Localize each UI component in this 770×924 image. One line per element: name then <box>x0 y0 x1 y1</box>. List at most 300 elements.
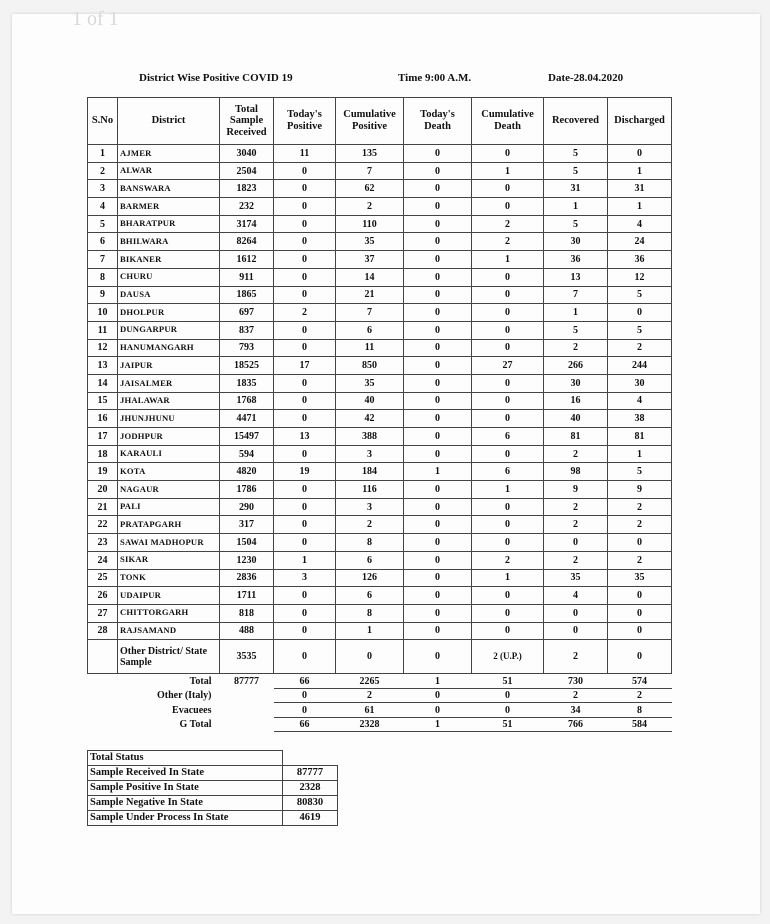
table-cell: 24 <box>608 233 672 251</box>
table-cell: 98 <box>544 463 608 481</box>
table-cell: 0 <box>472 180 544 198</box>
table-cell: 0 <box>274 321 336 339</box>
table-cell: 1 <box>472 251 544 269</box>
table-cell: 40 <box>336 392 404 410</box>
table-cell: 13 <box>544 268 608 286</box>
report-date: Date-28.04.2020 <box>548 72 624 84</box>
table-cell: 0 <box>404 498 472 516</box>
table-cell: 0 <box>404 587 472 605</box>
district-name: DUNGARPUR <box>118 321 220 339</box>
other-discharged: 0 <box>608 640 672 674</box>
other-cumulative-death: 2 (U.P.) <box>472 640 544 674</box>
table-cell: 0 <box>472 604 544 622</box>
table-cell: 1 <box>544 198 608 216</box>
table-cell: 2 <box>608 551 672 569</box>
status-value: 87777 <box>283 766 338 781</box>
table-header-row <box>88 98 672 145</box>
table-cell: 0 <box>544 604 608 622</box>
table-cell: 1 <box>274 551 336 569</box>
table-cell: 31 <box>544 180 608 198</box>
district-name: PRATAPGARH <box>118 516 220 534</box>
other-todays-death: 0 <box>404 640 472 674</box>
table-row <box>88 445 672 463</box>
table-row <box>88 392 672 410</box>
summary-cell: 574 <box>608 674 672 689</box>
summary-cell: 584 <box>608 717 672 732</box>
table-cell: 13 <box>88 357 118 375</box>
table-cell: 25 <box>88 569 118 587</box>
summary-cell: 0 <box>472 688 544 703</box>
district-name: BIKANER <box>118 251 220 269</box>
table-cell: 3 <box>336 445 404 463</box>
table-cell: 0 <box>404 392 472 410</box>
table-cell: 1 <box>472 569 544 587</box>
table-row <box>88 481 672 499</box>
table-cell: 110 <box>336 215 404 233</box>
table-cell: 2 <box>544 339 608 357</box>
summary-cell: 2328 <box>336 717 404 732</box>
table-cell: 31 <box>608 180 672 198</box>
table-cell: 6 <box>336 321 404 339</box>
table-cell: 3040 <box>220 145 274 163</box>
table-cell: 0 <box>472 339 544 357</box>
table-cell: 2 <box>88 162 118 180</box>
summary-cell: 0 <box>274 703 336 718</box>
table-cell: 2 <box>608 516 672 534</box>
table-cell: 35 <box>336 374 404 392</box>
table-cell: 5 <box>544 321 608 339</box>
table-cell: 40 <box>544 410 608 428</box>
summary-cell: 2 <box>608 688 672 703</box>
other-cumulative-positive: 0 <box>336 640 404 674</box>
table-cell: 3 <box>274 569 336 587</box>
table-cell: 0 <box>274 481 336 499</box>
summary-cell: 34 <box>544 703 608 718</box>
table-cell: 12 <box>88 339 118 357</box>
table-cell: 0 <box>404 410 472 428</box>
summary-cell: 66 <box>274 674 336 689</box>
table-cell: 1230 <box>220 551 274 569</box>
table-cell: 2 <box>544 516 608 534</box>
table-cell: 0 <box>472 374 544 392</box>
summary-cell: 87777 <box>234 675 259 687</box>
table-cell: 5 <box>608 286 672 304</box>
summary-cell: 61 <box>336 703 404 718</box>
table-cell: 0 <box>274 534 336 552</box>
summary-cell: 8 <box>608 703 672 718</box>
table-cell: 0 <box>274 392 336 410</box>
table-cell: 594 <box>220 445 274 463</box>
table-cell: 8 <box>336 604 404 622</box>
table-row <box>88 622 672 640</box>
table-row <box>88 587 672 605</box>
table-cell: 62 <box>336 180 404 198</box>
table-cell: 0 <box>274 215 336 233</box>
table-row <box>88 604 672 622</box>
table-cell: 35 <box>608 569 672 587</box>
table-cell: 0 <box>472 145 544 163</box>
table-cell: 7 <box>544 286 608 304</box>
table-cell: 27 <box>88 604 118 622</box>
table-cell: 11 <box>336 339 404 357</box>
table-cell: 0 <box>404 180 472 198</box>
other-total-sample: 3535 <box>220 640 274 674</box>
table-cell: 0 <box>404 145 472 163</box>
table-cell: 0 <box>404 233 472 251</box>
table-cell: 911 <box>220 268 274 286</box>
table-cell: 1786 <box>220 481 274 499</box>
district-name: TONK <box>118 569 220 587</box>
table-row <box>88 410 672 428</box>
district-name: CHITTORGARH <box>118 604 220 622</box>
table-row <box>88 215 672 233</box>
table-row <box>88 357 672 375</box>
table-cell: 22 <box>88 516 118 534</box>
summary-cell: 730 <box>544 674 608 689</box>
col-header-sno: S.No <box>88 98 118 145</box>
table-cell: 2 <box>274 304 336 322</box>
status-value: 4619 <box>283 811 338 826</box>
table-cell: 1 <box>472 162 544 180</box>
summary-row <box>88 717 672 732</box>
table-cell: 266 <box>544 357 608 375</box>
table-cell: 9 <box>544 481 608 499</box>
table-cell: 818 <box>220 604 274 622</box>
status-title-row <box>88 751 338 766</box>
table-cell: 4471 <box>220 410 274 428</box>
status-row <box>88 796 338 811</box>
col-header-todays-positive: Today's Positive <box>274 98 336 145</box>
table-cell: 0 <box>404 321 472 339</box>
table-cell: 0 <box>608 587 672 605</box>
table-row <box>88 162 672 180</box>
table-cell: 0 <box>472 516 544 534</box>
table-cell: 1 <box>608 162 672 180</box>
status-label: Sample Positive In State <box>88 781 283 796</box>
table-cell: 19 <box>88 463 118 481</box>
table-cell: 0 <box>608 145 672 163</box>
table-cell: 0 <box>404 569 472 587</box>
table-cell: 0 <box>274 516 336 534</box>
table-cell: 17 <box>274 357 336 375</box>
table-cell: 0 <box>404 534 472 552</box>
district-name: KARAULI <box>118 445 220 463</box>
other-recovered: 2 <box>544 640 608 674</box>
table-cell: 6 <box>336 587 404 605</box>
district-name: HANUMANGARH <box>118 339 220 357</box>
table-row <box>88 180 672 198</box>
table-cell: 3 <box>336 498 404 516</box>
table-cell: 10 <box>88 304 118 322</box>
table-cell: 0 <box>472 534 544 552</box>
status-label: Sample Received In State <box>88 766 283 781</box>
table-cell: 0 <box>274 622 336 640</box>
table-cell: 5 <box>608 463 672 481</box>
table-cell: 2 <box>608 498 672 516</box>
table-cell: 0 <box>274 445 336 463</box>
table-cell: 1 <box>472 481 544 499</box>
summary-cell <box>220 688 274 703</box>
table-cell: 1768 <box>220 392 274 410</box>
status-title: Total Status <box>88 751 283 766</box>
table-cell: 0 <box>472 198 544 216</box>
table-cell: 24 <box>88 551 118 569</box>
district-name: BARMER <box>118 198 220 216</box>
table-cell: 27 <box>472 357 544 375</box>
table-cell: 1 <box>336 622 404 640</box>
summary-cell: 51 <box>472 674 544 689</box>
table-cell: 1 <box>544 304 608 322</box>
table-cell: 0 <box>404 339 472 357</box>
table-cell: 1 <box>88 145 118 163</box>
table-cell: 0 <box>472 498 544 516</box>
district-name: DHOLPUR <box>118 304 220 322</box>
table-cell: 4 <box>608 215 672 233</box>
district-name: RAJSAMAND <box>118 622 220 640</box>
table-row <box>88 321 672 339</box>
table-cell: 0 <box>472 304 544 322</box>
table-cell: 16 <box>544 392 608 410</box>
table-cell: 0 <box>404 198 472 216</box>
table-cell: 3 <box>88 180 118 198</box>
table-cell: 42 <box>336 410 404 428</box>
table-cell: 4820 <box>220 463 274 481</box>
table-row <box>88 551 672 569</box>
table-cell: 0 <box>404 551 472 569</box>
table-cell: 0 <box>404 622 472 640</box>
table-cell: 4 <box>608 392 672 410</box>
table-cell: 0 <box>608 304 672 322</box>
summary-cell: 0 <box>472 703 544 718</box>
summary-cell: 2 <box>336 688 404 703</box>
table-cell: 2 <box>472 215 544 233</box>
table-cell: 6 <box>336 551 404 569</box>
table-cell: 4 <box>88 198 118 216</box>
table-cell: 20 <box>88 481 118 499</box>
table-cell: 6 <box>88 233 118 251</box>
col-header-todays-death: Today's Death <box>404 98 472 145</box>
summary-cell: 51 <box>472 717 544 732</box>
table-cell: 2 <box>472 551 544 569</box>
table-cell: 18525 <box>220 357 274 375</box>
table-cell: 0 <box>274 180 336 198</box>
table-cell: 0 <box>404 304 472 322</box>
table-cell: 135 <box>336 145 404 163</box>
table-cell: 2 <box>608 339 672 357</box>
table-cell: 0 <box>404 481 472 499</box>
table-cell: 2 <box>336 516 404 534</box>
table-row <box>88 286 672 304</box>
summary-cell: 0 <box>274 688 336 703</box>
table-cell: 1612 <box>220 251 274 269</box>
district-name: JODHPUR <box>118 428 220 446</box>
status-label: Sample Under Process In State <box>88 811 283 826</box>
table-cell: 23 <box>88 534 118 552</box>
summary-cell: 0 <box>404 688 472 703</box>
report-title: District Wise Positive COVID 19 <box>139 72 293 84</box>
table-cell: 0 <box>608 622 672 640</box>
table-cell: 5 <box>88 215 118 233</box>
table-cell: 1 <box>608 198 672 216</box>
table-cell: 126 <box>336 569 404 587</box>
district-name: SAWAI MADHOPUR <box>118 534 220 552</box>
table-cell: 11 <box>274 145 336 163</box>
table-cell: 1835 <box>220 374 274 392</box>
table-row <box>88 268 672 286</box>
table-cell: 11 <box>88 321 118 339</box>
table-cell: 14 <box>88 374 118 392</box>
district-name: JAIPUR <box>118 357 220 375</box>
table-cell: 290 <box>220 498 274 516</box>
table-cell: 0 <box>274 233 336 251</box>
summary-cell: 1 <box>404 674 472 689</box>
table-cell: 7 <box>88 251 118 269</box>
table-cell: 0 <box>274 286 336 304</box>
table-cell: 184 <box>336 463 404 481</box>
table-cell: 1 <box>608 445 672 463</box>
table-cell: 116 <box>336 481 404 499</box>
other-todays-positive: 0 <box>274 640 336 674</box>
table-cell: 1 <box>404 463 472 481</box>
summary-cell: 1 <box>404 717 472 732</box>
table-cell: 0 <box>404 428 472 446</box>
table-cell: 2836 <box>220 569 274 587</box>
table-cell: 0 <box>404 374 472 392</box>
table-cell: 36 <box>608 251 672 269</box>
table-cell: 7 <box>336 162 404 180</box>
table-cell: 36 <box>544 251 608 269</box>
table-row <box>88 198 672 216</box>
district-name: BHARATPUR <box>118 215 220 233</box>
col-header-district: District <box>118 98 220 145</box>
district-name: BANSWARA <box>118 180 220 198</box>
table-cell: 0 <box>274 198 336 216</box>
district-name: CHURU <box>118 268 220 286</box>
table-cell: 0 <box>404 268 472 286</box>
table-cell: 5 <box>544 145 608 163</box>
table-cell: 16 <box>88 410 118 428</box>
table-cell: 21 <box>88 498 118 516</box>
district-name: DAUSA <box>118 286 220 304</box>
table-row <box>88 428 672 446</box>
table-cell: 317 <box>220 516 274 534</box>
status-row <box>88 766 338 781</box>
district-name: PALI <box>118 498 220 516</box>
table-cell: 1504 <box>220 534 274 552</box>
table-cell: 0 <box>404 357 472 375</box>
table-cell: 21 <box>336 286 404 304</box>
summary-label: G Total <box>179 719 212 730</box>
table-cell: 5 <box>608 321 672 339</box>
table-cell: 0 <box>274 162 336 180</box>
table-cell: 13 <box>274 428 336 446</box>
district-name: JHUNJHUNU <box>118 410 220 428</box>
table-cell: 0 <box>472 445 544 463</box>
table-cell: 0 <box>608 604 672 622</box>
table-cell: 0 <box>274 374 336 392</box>
table-cell: 9 <box>88 286 118 304</box>
table-cell: 0 <box>404 604 472 622</box>
table-cell: 81 <box>608 428 672 446</box>
table-cell: 2504 <box>220 162 274 180</box>
status-row <box>88 811 338 826</box>
table-cell: 793 <box>220 339 274 357</box>
table-cell: 0 <box>472 392 544 410</box>
table-cell: 12 <box>608 268 672 286</box>
table-cell: 8264 <box>220 233 274 251</box>
table-cell: 37 <box>336 251 404 269</box>
page-number: 1 of 1 <box>72 8 119 30</box>
table-cell: 0 <box>274 251 336 269</box>
district-name: BHILWARA <box>118 233 220 251</box>
table-cell: 1865 <box>220 286 274 304</box>
summary-cell: 66 <box>274 717 336 732</box>
district-name: JAISALMER <box>118 374 220 392</box>
table-row <box>88 516 672 534</box>
table-cell: 8 <box>336 534 404 552</box>
summary-label: Total <box>189 675 212 687</box>
summary-row <box>88 688 672 703</box>
table-cell: 0 <box>472 321 544 339</box>
table-row <box>88 569 672 587</box>
table-cell: 0 <box>404 516 472 534</box>
district-name: KOTA <box>118 463 220 481</box>
table-cell: 15497 <box>220 428 274 446</box>
table-row <box>88 304 672 322</box>
table-cell: 35 <box>336 233 404 251</box>
table-cell: 35 <box>544 569 608 587</box>
table-row <box>88 145 672 163</box>
total-status-table <box>87 750 338 826</box>
district-name: JHALAWAR <box>118 392 220 410</box>
table-cell: 15 <box>88 392 118 410</box>
col-header-discharged: Discharged <box>608 98 672 145</box>
table-cell: 8 <box>88 268 118 286</box>
table-cell: 0 <box>472 286 544 304</box>
table-cell: 837 <box>220 321 274 339</box>
summary-row <box>88 703 672 718</box>
table-cell: 1711 <box>220 587 274 605</box>
district-name: SIKAR <box>118 551 220 569</box>
table-row <box>88 374 672 392</box>
summary-cell: 2 <box>544 688 608 703</box>
summary-cell <box>220 717 274 732</box>
table-cell: 30 <box>608 374 672 392</box>
table-cell: 0 <box>544 622 608 640</box>
table-cell: 5 <box>544 215 608 233</box>
other-district-row <box>88 640 672 674</box>
table-cell: 0 <box>404 215 472 233</box>
table-cell: 0 <box>404 251 472 269</box>
table-row <box>88 339 672 357</box>
table-cell: 232 <box>220 198 274 216</box>
table-cell: 26 <box>88 587 118 605</box>
table-cell: 0 <box>274 498 336 516</box>
summary-cell: 0 <box>404 703 472 718</box>
table-cell: 0 <box>472 268 544 286</box>
table-cell: 17 <box>88 428 118 446</box>
table-cell: 0 <box>404 286 472 304</box>
report-time: Time 9:00 A.M. <box>398 72 472 84</box>
table-cell: 5 <box>544 162 608 180</box>
status-value: 80830 <box>283 796 338 811</box>
table-row <box>88 498 672 516</box>
table-cell: 0 <box>274 604 336 622</box>
table-cell: 488 <box>220 622 274 640</box>
table-cell: 0 <box>472 622 544 640</box>
other-district-label: Other District/ State Sample <box>118 640 220 674</box>
status-value: 2328 <box>283 781 338 796</box>
